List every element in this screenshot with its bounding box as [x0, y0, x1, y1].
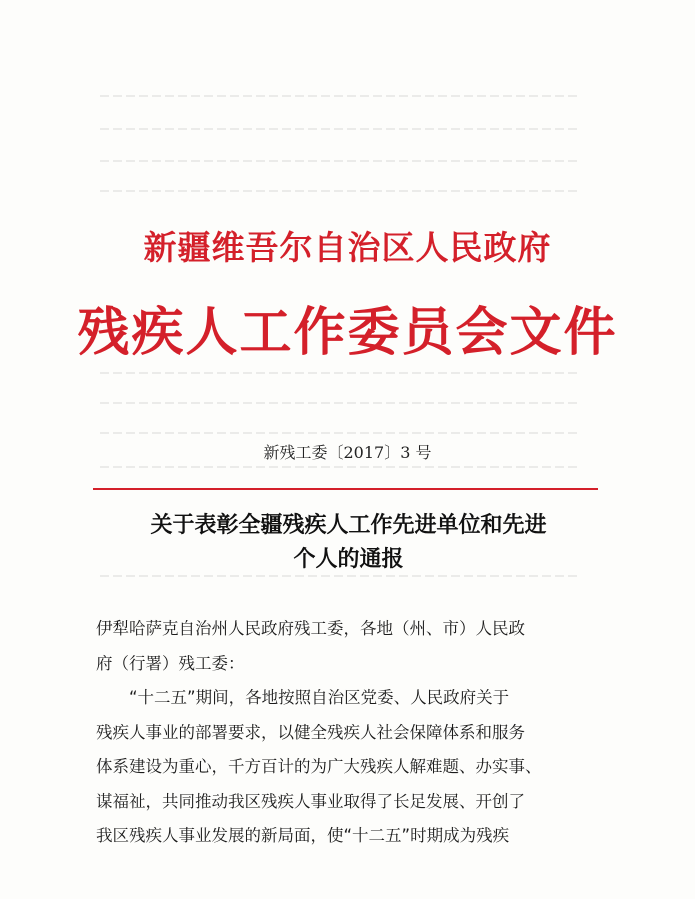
paragraph-line: “十二五”期间，各地按照自治区党委、人民政府关于 [129, 688, 510, 707]
bleed-through-texture [100, 128, 580, 130]
paragraph-line: 残疾人事业的部署要求，以健全残疾人社会保障体系和服务 [96, 722, 525, 742]
addressee-line-2: 府（行署）残工委： [96, 653, 245, 673]
bleed-through-texture [100, 160, 580, 162]
paragraph-line: 谋福祉，共同推动我区残疾人事业取得了长足发展、开创了 [96, 791, 525, 811]
bleed-through-texture [100, 466, 580, 468]
issuer-name: 新疆维吾尔自治区人民政府 [143, 228, 552, 267]
document-number: 新残工委〔2017〕3 号 [263, 443, 432, 462]
bleed-through-texture [100, 432, 580, 434]
paragraph-line: 我区残疾人事业发展的新局面，使“十二五”时期成为残疾 [96, 826, 510, 845]
bleed-through-texture [100, 190, 580, 192]
paragraph-1 [96, 681, 566, 854]
document-type-heading: 残疾人工作委员会文件 [77, 302, 618, 363]
title-line-2: 个人的通报 [293, 546, 404, 572]
document-body [96, 612, 566, 854]
red-separator-line [93, 488, 598, 490]
paragraph-line: 体系建设为重心，千方百计的为广大残疾人解难题、办实事、 [96, 757, 542, 776]
addressee-line-1: 伊犁哈萨克自治州人民政府残工委，各地（州、市）人民政 [96, 619, 525, 638]
bleed-through-texture [100, 95, 580, 97]
addressee [96, 612, 566, 681]
bleed-through-texture [100, 372, 580, 374]
bleed-through-texture [100, 402, 580, 404]
document-title [96, 508, 601, 576]
title-line-1: 关于表彰全疆残疾人工作先进单位和先进 [150, 512, 547, 538]
